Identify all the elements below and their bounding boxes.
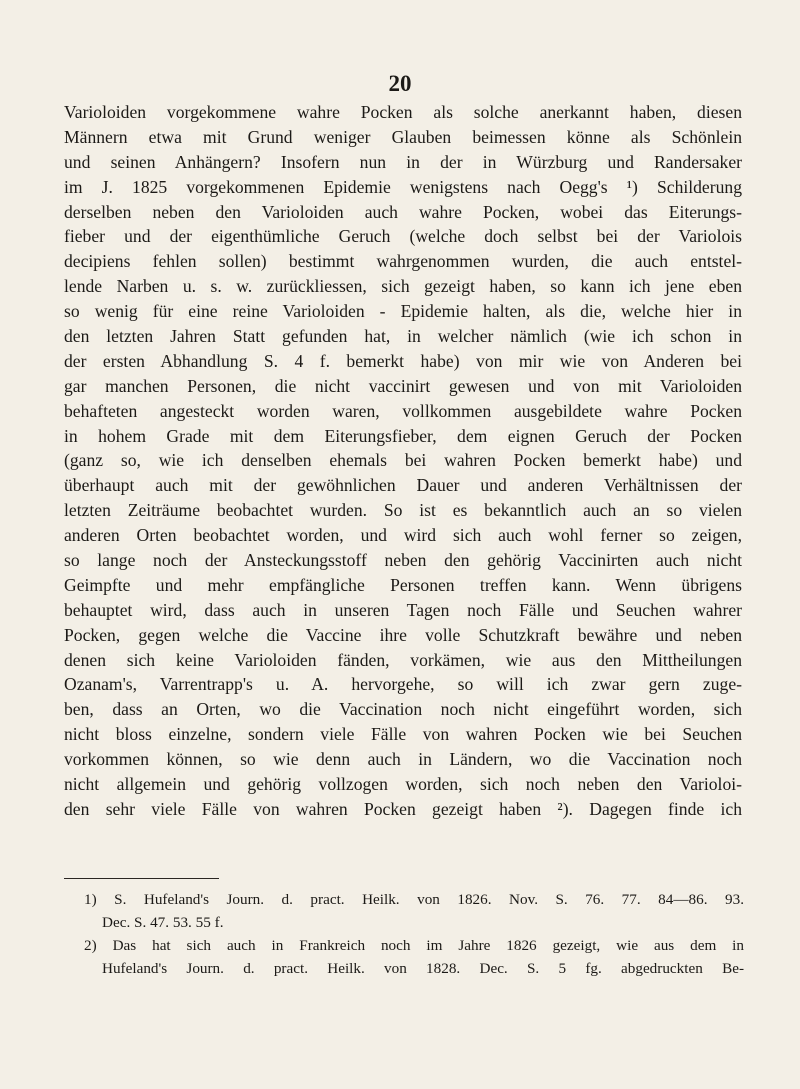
text-line: in hohem Grade mit dem Eiterungsfieber, dem eignen Geruch der Pocken bbox=[64, 425, 742, 446]
page-number: 20 bbox=[388, 71, 412, 96]
text-line: fieber und der eigenthümliche Geruch (welche doch selbst bei der Variolois bbox=[64, 226, 742, 247]
text-line: anderen Orten beobachtet worden, und wird sich auch wohl ferner so zeigen, bbox=[64, 525, 742, 546]
text-line: lende Narben u. s. w. zurückliessen, sich gezeigt haben, so kann ich jene eben bbox=[64, 276, 742, 297]
text-line: so lange noch der Ansteckungsstoff neben den gehörig Vaccinirten auch nicht bbox=[64, 550, 742, 571]
text-line: den sehr viele Fälle von wahren Pocken gezeigt haben ²). Dagegen finde ich bbox=[64, 798, 742, 819]
text-line: (ganz so, wie ich denselben ehemals bei wahren Pocken bemerkt habe) und bbox=[64, 450, 742, 471]
text-line: vorkommen können, so wie denn auch in Ländern, wo die Vaccination noch bbox=[64, 749, 742, 770]
text-line: so wenig für eine reine Varioloiden - Epidemie halten, als die, welche hier in bbox=[64, 301, 742, 322]
text-line: Männern etwa mit Grund weniger Glauben beimessen könne als Schönlein bbox=[64, 126, 742, 147]
text-line: ben, dass an Orten, wo die Vaccination noch nicht eingeführt worden, sich bbox=[64, 699, 742, 720]
text-line: behauptet wird, dass auch in unseren Tagen noch Fälle und Seuchen wahrer bbox=[64, 599, 742, 620]
text-line: denen sich keine Varioloiden fänden, vorkämen, wie aus den Mittheilungen bbox=[64, 649, 742, 670]
text-line: gar manchen Personen, die nicht vaccinirt gewesen und von mit Varioloiden bbox=[64, 375, 742, 396]
text-line: der ersten Abhandlung S. 4 f. bemerkt habe) von mir wie von Anderen bei bbox=[64, 350, 742, 371]
footnote-line: 1) S. Hufeland's Journ. d. pract. Heilk. von 1826. Nov. S. 76. 77. 84—86. 93. bbox=[84, 891, 744, 908]
text-line: behafteten angesteckt worden waren, vollkommen ausgebildete wahre Pocken bbox=[64, 400, 742, 421]
text-line: Varioloiden vorgekommene wahre Pocken als solche anerkannt haben, diesen bbox=[64, 102, 742, 122]
footnotes bbox=[84, 888, 744, 980]
text-line: nicht bloss einzelne, sondern viele Fälle von wahren Pocken wie bei Seuchen bbox=[64, 724, 742, 745]
text-line: Geimpfte und mehr empfängliche Personen treffen kann. Wenn übrigens bbox=[64, 574, 742, 595]
text-line: letzten Zeiträume beobachtet wurden. So ist es bekanntlich auch an so vielen bbox=[64, 500, 742, 521]
text-line: decipiens fehlen sollen) bestimmt wahrgenommen wurden, die auch entstel- bbox=[64, 251, 742, 272]
text-line: und seinen Anhängern? Insofern nun in der in Würzburg und Randersaker bbox=[64, 151, 742, 172]
footnote-line: 2) Das hat sich auch in Frankreich noch im Jahre 1826 gezeigt, wie aus dem in bbox=[84, 937, 744, 954]
text-line: nicht allgemein und gehörig vollzogen worden, sich noch neben den Varioloi- bbox=[64, 774, 742, 795]
footnote-line: Dec. S. 47. 53. 55 f. bbox=[102, 914, 224, 931]
text-line: überhaupt auch mit der gewöhnlichen Dauer und anderen Verhältnissen der bbox=[64, 475, 742, 496]
body-text bbox=[64, 100, 742, 822]
text-line: derselben neben den Varioloiden auch wahre Pocken, wobei das Eiterungs- bbox=[64, 201, 742, 222]
text-line: Ozanam's, Varrentrapp's u. A. hervorgehe, so will ich zwar gern zuge- bbox=[64, 674, 742, 695]
footnote-divider bbox=[64, 878, 219, 879]
text-line: Pocken, gegen welche die Vaccine ihre volle Schutzkraft bewähre und neben bbox=[64, 624, 742, 645]
footnote-line: Hufeland's Journ. d. pract. Heilk. von 1828. Dec. S. 5 fg. abgedruckten Be- bbox=[102, 960, 744, 977]
text-line: den letzten Jahren Statt gefunden hat, in welcher nämlich (wie ich schon in bbox=[64, 326, 742, 347]
text-line: im J. 1825 vorgekommenen Epidemie wenigstens nach Oegg's ¹) Schilderung bbox=[64, 176, 742, 197]
